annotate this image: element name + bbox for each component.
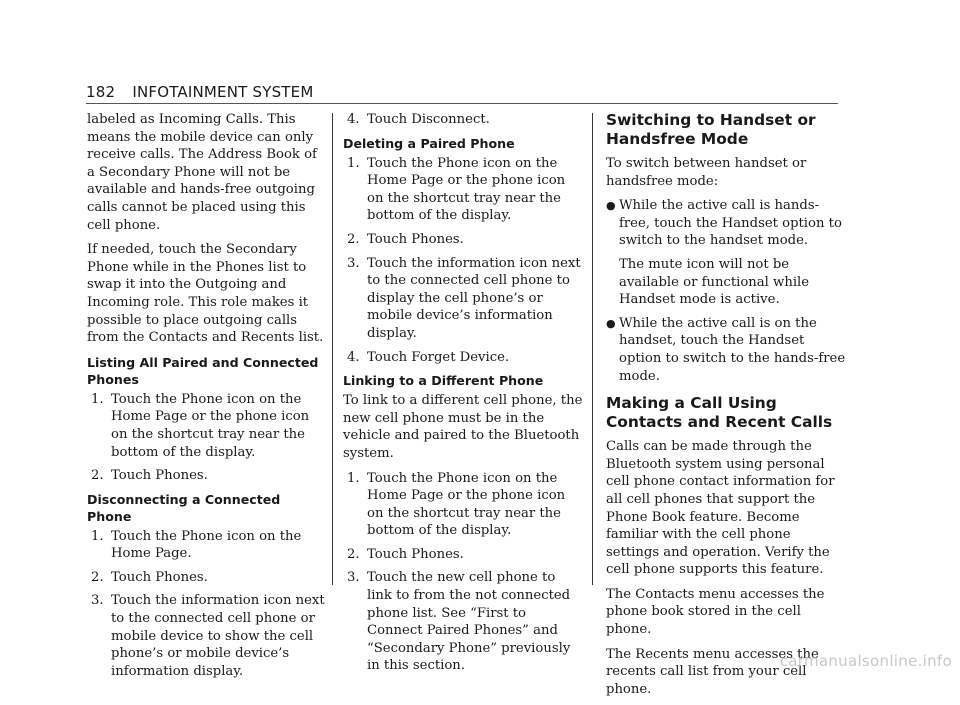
- step-item: [87, 467, 327, 485]
- step-number: 2.: [91, 468, 104, 484]
- column-right: [606, 111, 846, 705]
- steps-list: [343, 155, 583, 367]
- step-text: Touch Phones.: [111, 468, 208, 484]
- step-number: 2.: [347, 546, 360, 562]
- step-item: [343, 546, 583, 564]
- column-divider: [332, 113, 333, 585]
- step-item: [343, 349, 583, 367]
- subheading-deleting-phone: Deleting a Paired Phone: [343, 135, 515, 151]
- heading-making-call: Making a Call Using Contacts and Recent Calls: [606, 394, 833, 432]
- paragraph: To link to a different cell phone, the new cell phone must be in the vehicle and paired to the Bluetooth system.: [343, 393, 583, 461]
- steps-list: [343, 111, 583, 129]
- step-text: Touch the information icon next to the connected cell phone to display the cell phone’s or mobile device’s information display.: [367, 255, 581, 341]
- step-number: 3.: [347, 255, 360, 271]
- step-text: Touch the information icon next to the connected cell phone or mobile device to show the cell phone’s or mobile device’s information display.: [111, 593, 325, 679]
- steps-list: [87, 391, 327, 485]
- bullet-list: [606, 197, 846, 250]
- paragraph: Calls can be made through the Bluetooth system using personal cell phone contact information for all cell phones that support the Phone Book feature. Become familiar with the cell phone settings and operation. Verify the cell phone supports this feature.: [606, 439, 835, 578]
- steps-list: [87, 528, 327, 681]
- bullet-note: The mute icon will not be available or functional while Handset mode is active.: [619, 256, 810, 308]
- column-left: [87, 111, 327, 686]
- bullet-list: [606, 315, 846, 385]
- step-number: 2.: [91, 569, 104, 585]
- heading-switching-mode: Switching to Handset or Handsfree Mode: [606, 111, 816, 148]
- step-text: Touch Phones.: [367, 231, 464, 247]
- step-text: Touch the Phone icon on the Home Page or the phone icon on the shortcut tray near the bottom of the display.: [367, 470, 566, 539]
- step-text: Touch the new cell phone to link to from the not connected phone list. See “First to Connect Paired Phones” and “Secondary Phone” previously in this section.: [367, 570, 571, 674]
- step-item: [343, 569, 583, 675]
- step-text: Touch Phones.: [111, 569, 208, 585]
- column-middle: [343, 111, 583, 681]
- bullet-text: While the active call is hands-free, touch the Handset option to switch to the handset mode.: [619, 198, 842, 249]
- paragraph: labeled as Incoming Calls. This means the mobile device can only receive calls. The Address Book of a Secondary Phone will not be available and hands-free outgoing calls cannot be placed using this cell phone.: [87, 112, 317, 233]
- header-rule: [86, 103, 838, 104]
- step-item: [343, 231, 583, 249]
- paragraph: If needed, touch the Secondary Phone while in the Phones list to swap it into the Outgoing and Incoming role. This role makes it possible to place outgoing calls from the Contacts and Recents list.: [87, 242, 324, 346]
- step-number: 4.: [347, 349, 360, 365]
- step-text: Touch Phones.: [367, 546, 464, 562]
- step-item: [87, 528, 327, 563]
- step-text: Touch the Phone icon on the Home Page.: [111, 528, 302, 562]
- section-title: INFOTAINMENT SYSTEM: [132, 83, 314, 101]
- step-number: 2.: [347, 231, 360, 247]
- step-item: [87, 592, 327, 680]
- bullet-icon: ●: [606, 199, 616, 213]
- step-number: 1.: [91, 391, 104, 407]
- step-number: 1.: [347, 155, 360, 171]
- step-text: Touch Disconnect.: [367, 112, 490, 127]
- page-number: 182: [86, 83, 116, 101]
- step-item: [343, 255, 583, 343]
- step-number: 1.: [347, 470, 360, 486]
- step-text: Touch the Phone icon on the Home Page or the phone icon on the shortcut tray near the bottom of the display.: [367, 155, 566, 224]
- step-number: 3.: [347, 570, 360, 586]
- step-item: [343, 470, 583, 540]
- bullet-icon: ●: [606, 316, 616, 330]
- step-item: [87, 569, 327, 587]
- subheading-linking-phone: Linking to a Different Phone: [343, 373, 544, 389]
- paragraph: The Recents menu accesses the recents call list from your cell phone.: [606, 646, 819, 697]
- bullet-text: While the active call is on the handset, touch the Handset option to switch to the hands-free mode.: [619, 315, 846, 384]
- column-divider: [592, 113, 593, 585]
- bullet-item: [606, 197, 846, 250]
- step-item: [87, 391, 327, 461]
- subheading-disconnecting-phone: Disconnecting a Connected Phone: [87, 491, 281, 524]
- step-number: 4.: [347, 112, 360, 127]
- step-number: 3.: [91, 593, 104, 609]
- step-text: Touch the Phone icon on the Home Page or the phone icon on the shortcut tray near the bottom of the display.: [111, 391, 310, 460]
- paragraph: To switch between handset or handsfree mode:: [606, 156, 807, 189]
- step-item: [343, 155, 583, 225]
- steps-list: [343, 470, 583, 676]
- paragraph: The Contacts menu accesses the phone book stored in the cell phone.: [606, 586, 825, 638]
- step-number: 1.: [91, 528, 104, 544]
- watermark-text: carmanualsonline.info: [779, 652, 952, 670]
- bullet-item: [606, 315, 846, 385]
- subheading-listing-phones: Listing All Paired and Connected Phones: [87, 354, 319, 387]
- step-text: Touch Forget Device.: [367, 349, 510, 365]
- step-item: [343, 111, 583, 129]
